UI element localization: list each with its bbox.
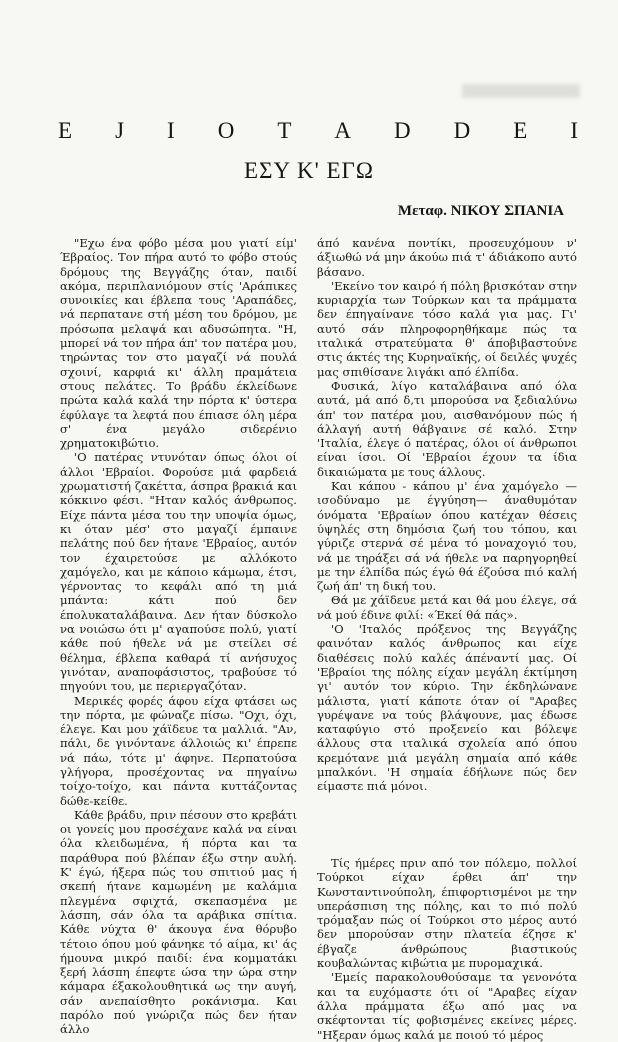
author-letter: D: [394, 118, 411, 143]
author-name: [58, 118, 578, 144]
right-column-bottom: [317, 856, 577, 1042]
author-letter: I: [570, 118, 578, 143]
paragraph: Κάθε βράδυ, πριν πέσουν στο κρεβάτι οι γονείς μου προσέχανε καλά να είναι όλα κλειδωμένα, ή πόρτα και τα παράθυρα πού βλέπαν έξω στην αυλή. Κ' έγώ, ήξερα πώς του σπιτιού μας ή σκεπή ήτανε καμωμένη με καλάμια πλεγμένα σφιχτά, σκεπασμένα με λάσπη, σάν όλα τα αράβικα σπίτια. Κάθε νύχτα θ' άκουγα ένα θόρυβο τέτοιο όπου μού φάνηκε τό αίμα, κι' άς ήμουνα μικρό παιδί: ένα κομματάκι ξερή λάσπη έπεφτε ώσα την ώρα στην κάμαρα έξακολουθητικά ως την αυγή, σάν ανεπαίσθητο ροκάνισμα. Και παρόλο πού γνώριζα πώς δεν ήταν άλλο: [60, 807, 297, 1037]
paragraph: Μερικές φορές άφου είχα φτάσει ως την πόρτα, με φώναζε πίσω. "Οχι, όχι, έλεγε. Και μου χάϊδευε τα μαλλιά. "Αν, πάλι, δε γινόντανε άλλοιώς κι' έπρεπε νά πάω, τότε μ' άφηνε. Περπατούσα γλήγορα, προσέχοντας να πηγαίνω τοίχο-τοίχο, και πάντα κυττάζοντας δώθε-κείθε.: [60, 693, 297, 808]
left-column: [60, 236, 297, 1037]
paragraph: 'Εκείνο τον καιρό ή πόλη βρισκόταν στην κυριαρχία των Τούρκων και τα πράμματα δεν έπηγαίνανε τόσο καλά για μας. Γι' αυτό σάν πληροφορηθήκαμε πώς τα ιταλικά στρατεύματα θ' άποβιβαστούνε στις άκτές της Κυρηναϊκής, οί δειλές ψυχές μας σπιθίσανε λιγάκι από έλπίδα.: [317, 278, 577, 379]
paragraph: Θά με χάϊδευε μετά και θά μου έλεγε, σά νά μού έδινε φιλί: «Έκεί θά πάς».: [317, 593, 577, 622]
paragraph: Τίς ήμέρες πριν από τον πόλεμο, πολλοί Τούρκοι είχαν έρθει άπ' την Κωνσταντινούπολη, έπιφορτισμένοι με την υπεράσπιση της πόλης, και το πιό πολύ τρόμαξαν πώς οί Τούρκοι στο μέρος αυτό δεν μπορούσαν στην πλατεία έζησε κ' έβγαζε άνθρώπους βιαστικούς κουβαλώντας κιβώτια με πυρομαχικά.: [317, 856, 577, 971]
author-letter: J: [115, 118, 125, 143]
author-letter: O: [217, 118, 235, 143]
author-letter: I: [167, 118, 175, 143]
paragraph: Φυσικά, λίγο καταλάβαινα από όλα αυτά, μά από δ,τι μπορούσα να ξεδιαλύνω άπ' τον πατέρα μου, αισθανόμουν πώς ή άλλαγή αυτή θάβγαινε σέ καλό. Στην 'Ιταλία, έλεγε ό πατέρας, όλοι οί άνθρωποι είναι ίσοι. Οί 'Εβραίοι έχουν τα ίδια δικαιώματα με τους άλλους.: [317, 378, 577, 479]
author-letter: D: [453, 118, 471, 143]
paragraph: Και κάπου - κάπου μ' ένα χαμόγελο —ισοδύναμο με έγγύηση— άναθυμόταν όνόματα 'Εβραίων όπου κατέχαν θέσεις ύψηλές στη δημόσια ζωή του τόπου, και γύριζε στερνά σέ μένα τό μοναχογιό του, νά με τηράξει σά νά ήθελε να παρηγορηθεί με την έλπίδα πώς έγώ θά έζούσα πιό καλή ζωή άπ' τη δική του.: [317, 479, 577, 594]
paragraph: 'Ο πατέρας ντυνόταν όπως όλοι οί άλλοι 'Εβραίοι. Φορούσε μιά φαρδειά χρωματιστή ζακέττα, άσπρα βρακιά και κόκκινο φέσι. "Ηταν καλός άνθρωπος. Είχε πάντα μέσα του την υποψία όμως, κι όταν μέσ' στο μαγαζί έμπαινε πελάτης πού δεν ήτανε 'Εβραίος, αυτόν τον έχαιρετούσε με αλλόκοτο χαμόγελο, και με κάποιο κάμωμα, έτσι, γέρνοντας το κεφάλι από τη μιά μπάντα: κάτι πού δεν έπολυκαταλάβαινα. Δεν ήταν δύσκολο να νοιώσω ότι μ' αγαπούσε πολύ, γιατί κάθε πού ήθελε νά με στείλει σέ θέλημα, έβλεπα καθαρά τί ανήσυχος γινόταν, αναποφάσιστος, τραβούσε τό πηγούνι του, με περιεργαζόταν.: [60, 450, 297, 694]
author-letter: E: [58, 118, 73, 143]
author-letter: T: [277, 118, 292, 143]
paragraph: 'Ο 'Ιταλός πρόξενος της Βεγγάζης φαινόταν καλός άνθρωπος και είχε διαθέσεις πολύ καλές άπέναντί μας. Οί 'Εβραίοι της πόλης είχαν μεγάλη έκτίμηση γι' αυτόν τον κύριο. Την έκδηλώνανε μάλιστα, γιατί κάποτε όταν οί "Αραβες γυρέψανε να τούς βλάψουνε, μας έδωσε καταφύγιο στό προξενείο και βόλεψε άλλους στα ιταλικά σχολεία από όπου κρεμότανε μιά μεγάλη σημαία από κάθε μπαλκόνι. 'Η σημαία έδήλωνε πώς δεν είμαστε πιά μόνοι.: [317, 622, 577, 794]
paragraph: άπό κανένα ποντίκι, προσευχόμουν ν' άξιωθώ νά μην άκούω πιά τ' άδιάκοπο αυτό βάσανο.: [317, 236, 577, 279]
author-letter: E: [513, 118, 528, 143]
translator-credit: Μεταφ. ΝΙΚΟΥ ΣΠΑΝΙΑ: [397, 203, 564, 219]
author-letter: A: [334, 118, 351, 143]
paragraph: "Εχω ένα φόβο μέσα μου γιατί είμ' Έβραίος. Τον πήρα αυτό το φόβο στούς δρόμους της Βεγγάζης όταν, παιδί ακόμα, περιπλανιόμουν στίς 'Αράπικες συνοικίες και έβλεπα τους 'Αραπάδες, νά περπατανε στή μέση του δρόμου, με πρόσωπα μελαψά και αδυσώπητα. "Η, μπορεί νά τον πήρα άπ' τον πατέρα μου, τηρώντας τον στο μαγαζί νά πουλά σχοινί, καρφιά κι' άλλη πραμάτεια στους πελάτες. Το βράδυ έκλείδωνε πρώτα καλά καλά την πόρτα κ' ύστερα έφύλαγε τα λεφτά που έπιασε όλη μέρα σ' ένα μεγάλο σιδερένιο χρηματοκιβώτιο.: [60, 236, 297, 451]
right-column-top: [317, 236, 577, 794]
article-title: ΕΣΥ Κ' ΕΓΩ: [244, 158, 374, 183]
header-smudge: [462, 84, 580, 98]
paragraph: 'Εμείς παρακολουθούσαμε τα γενονότα και τα ευχόμαστε ότι οί "Αραβες είχαν άλλα πράμματα έξω από μας να σκέφτονται τίς φοβισμένες εκείνες μέρες. "Ηξεραν όμως καλά με ποιού τό μέρος: [317, 970, 577, 1042]
